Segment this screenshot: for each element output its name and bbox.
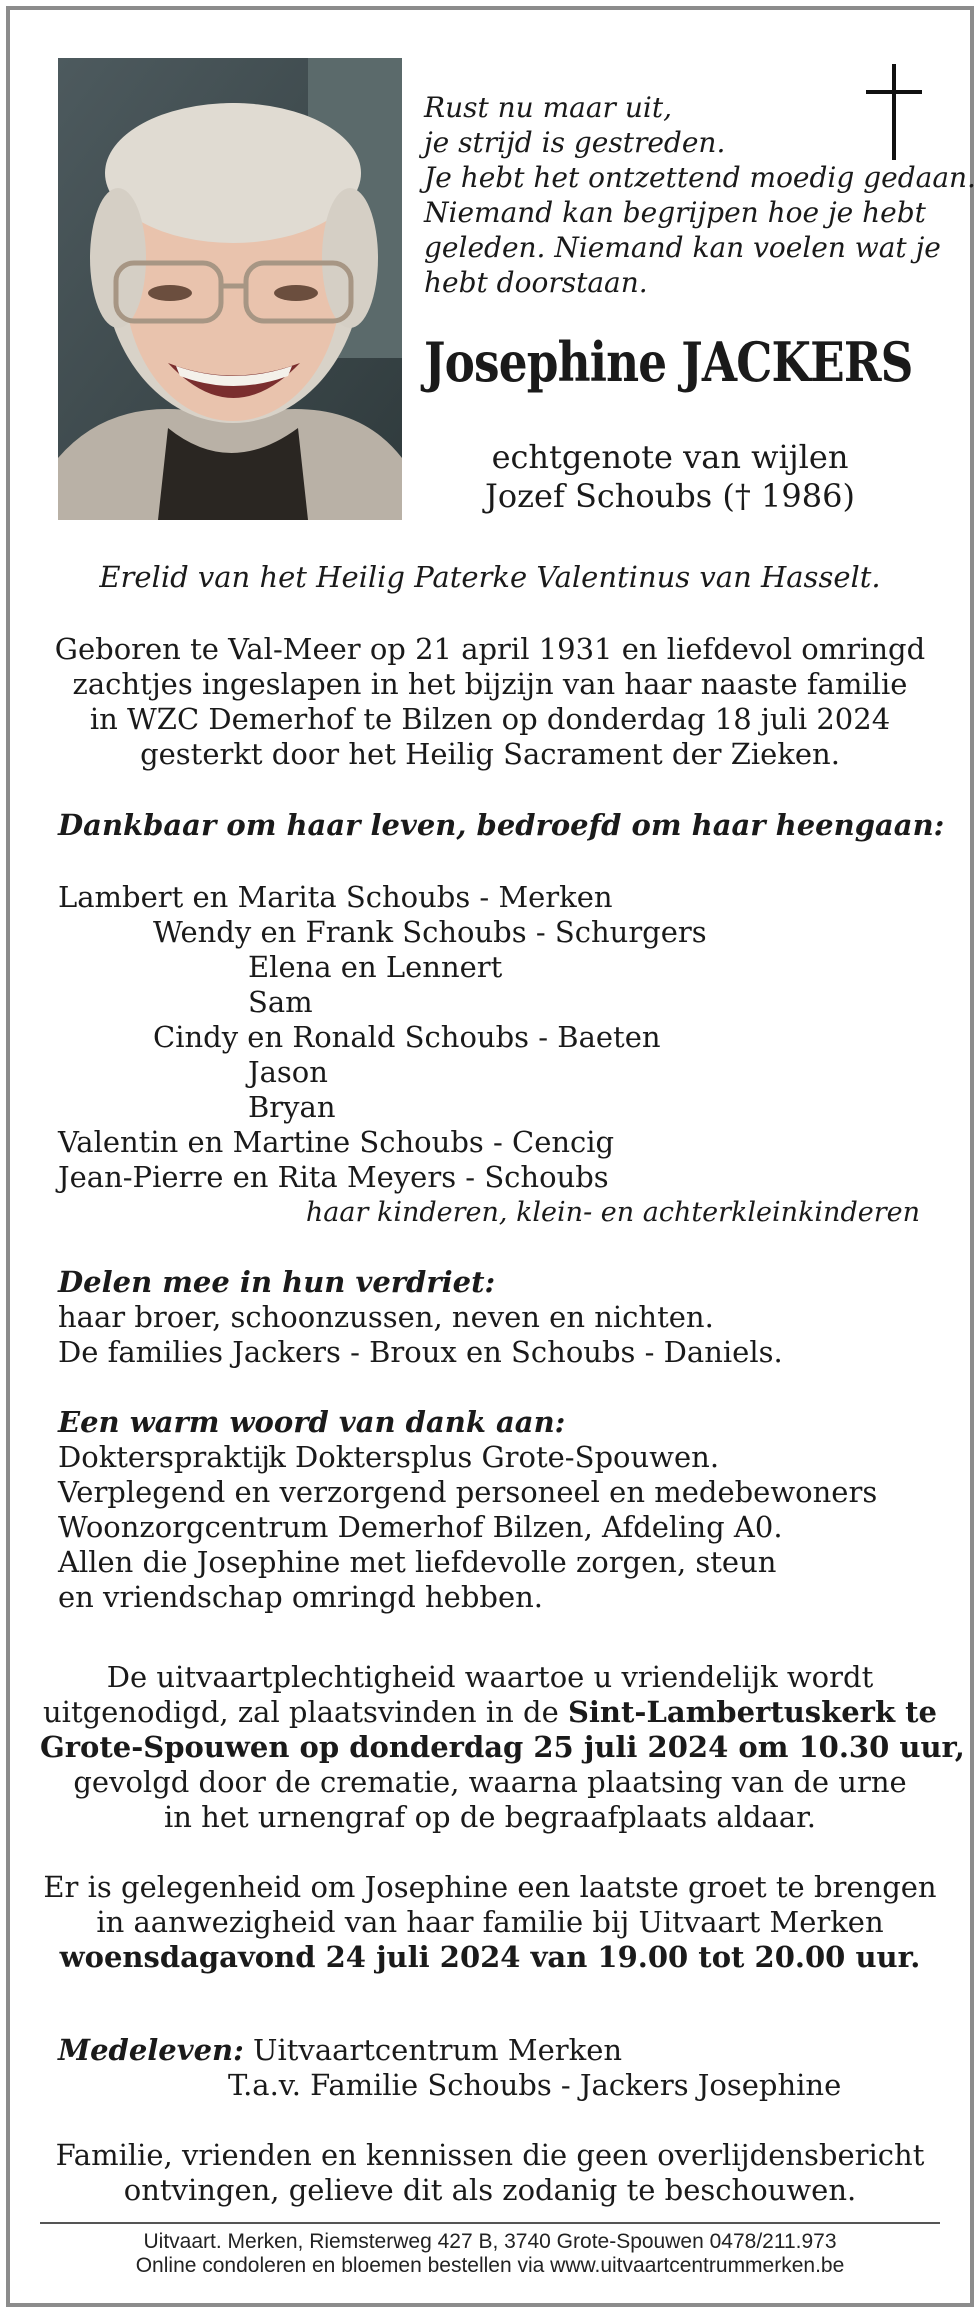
spouse-line: Jozef Schoubs († 1986) (485, 477, 855, 515)
grateful-heading: Dankbaar om haar leven, bedroefd om haar heengaan: (58, 808, 945, 842)
thanks-line: en vriendschap omringd hebben. (58, 1580, 543, 1614)
thanks-line: Verplegend en verzorgend personeel en medebewoners (58, 1475, 878, 1509)
poem-line: geleden. Niemand kan voelen wat je (424, 231, 941, 264)
thanks-heading: Een warm woord van dank aan: (58, 1405, 566, 1439)
deceased-name: Josephine JACKERS (424, 330, 913, 394)
poem-line: hebt doorstaan. (424, 266, 648, 299)
funeral-line: in het urnengraf op de begraafplaats aldaar. (163, 1800, 817, 1834)
condolence-line: T.a.v. Familie Schoubs - Jackers Josephine (228, 2068, 842, 2102)
footer-website: Online condoleren en bloemen bestellen via www.uitvaartcentrummerken.be (135, 2254, 845, 2277)
family-line: Valentin en Martine Schoubs - Cencig (58, 1125, 615, 1159)
share-line: haar broer, schoonzussen, neven en nichten. (58, 1300, 714, 1334)
family-line: Wendy en Frank Schoubs - Schurgers (153, 915, 707, 949)
poem-line: Rust nu maar uit, (424, 91, 672, 124)
thanks-line: Dokterspraktĳk Doktersplus Grote-Spouwen. (58, 1440, 720, 1474)
funeral-date: Grote-Spouwen op donderdag 25 juli 2024 om 10.30 uur, (40, 1730, 965, 1764)
footer-address: Uitvaart. Merken, Riemsterweg 427 B, 3740 Grote-Spouwen 0478/211.973 (143, 2230, 837, 2253)
birth-line: zachtjes ingeslapen in het bijzijn van haar naaste familie (72, 667, 908, 701)
condolence-label: Medeleven: (58, 2033, 244, 2067)
visitation-time: woensdagavond 24 juli 2024 van 19.00 tot 20.00 uur. (59, 1940, 921, 1974)
poem-line: Je hebt het ontzettend moedig gedaan. (424, 161, 976, 194)
family-line: Jason (248, 1055, 328, 1089)
family-line: Elena en Lennert (248, 950, 503, 984)
condolence-line (58, 2033, 622, 2068)
visitation-line: in aanwezigheid van haar familie bij Uitvaart Merken (96, 1905, 884, 1939)
funeral-line: gevolgd door de crematie, waarna plaatsing van de urne (73, 1765, 907, 1799)
family-caption: haar kinderen, klein- en achterkleinkinderen (305, 1197, 920, 1228)
footer-divider (40, 2222, 940, 2224)
condolence-text: Uitvaartcentrum Merken (243, 2033, 623, 2067)
thanks-line: Woonzorgcentrum Demerhof Bilzen, Afdeling A0. (58, 1510, 783, 1544)
birth-line: in WZC Demerhof te Bilzen op donderdag 18 juli 2024 (89, 702, 891, 736)
church-name: Sint-Lambertuskerk te (567, 1695, 937, 1729)
share-line: De families Jackers - Broux en Schoubs - Daniels. (58, 1335, 783, 1369)
poem-line: je strijd is gestreden. (424, 126, 726, 159)
closing-line: Familie, vrienden en kennissen die geen overlijdensbericht (55, 2138, 925, 2172)
honorary-note: Erelid van het Heilig Paterke Valentinus van Hasselt. (99, 560, 881, 594)
funeral-line: De uitvaartplechtigheid waartoe u vriendelijk wordt (106, 1660, 874, 1694)
visitation-line: Er is gelegenheid om Josephine een laatste groet te brengen (43, 1870, 937, 1904)
thanks-line: Allen die Josephine met liefdevolle zorgen, steun (58, 1545, 777, 1579)
share-heading: Delen mee in hun verdriet: (58, 1265, 496, 1299)
funeral-text: uitgenodigd, zal plaatsvinden in de (43, 1695, 568, 1729)
spouse-info (420, 438, 920, 516)
family-line: Cindy en Ronald Schoubs - Baeten (153, 1020, 661, 1054)
birth-line: gesterkt door het Heilig Sacrament der Zieken. (140, 737, 840, 771)
spouse-line: echtgenote van wijlen (491, 438, 849, 476)
family-line: Sam (248, 985, 313, 1019)
family-line: Lambert en Marita Schoubs - Merken (58, 880, 613, 914)
poem-line: Niemand kan begrijpen hoe je hebt (424, 196, 926, 229)
poem (424, 90, 976, 300)
family-line: Jean-Pierre en Rita Meyers - Schoubs (58, 1160, 609, 1194)
birth-line: Geboren te Val-Meer op 21 april 1931 en liefdevol omringd (54, 632, 926, 666)
funeral-line (40, 1695, 940, 1730)
closing-line: ontvingen, gelieve dit als zodanig te beschouwen. (123, 2173, 857, 2207)
family-line: Bryan (248, 1090, 336, 1124)
portrait-photo (58, 58, 402, 520)
